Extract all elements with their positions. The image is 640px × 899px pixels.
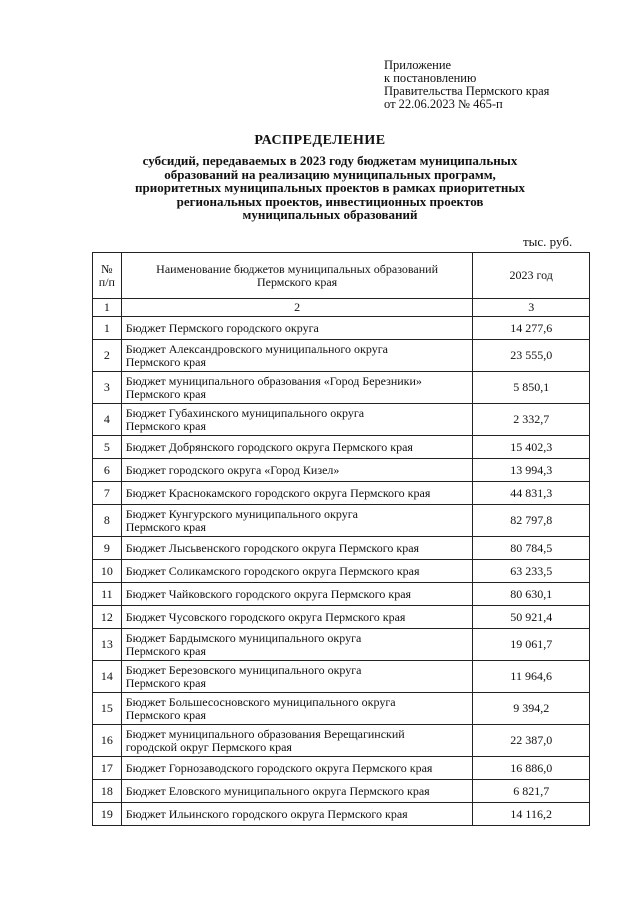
- subsidy-amount: 50 921,4: [473, 606, 590, 629]
- subsidy-amount: 14 116,2: [473, 803, 590, 826]
- budget-name: [121, 404, 473, 436]
- table-row: [93, 606, 590, 629]
- header-name-line: Пермского края: [256, 274, 338, 289]
- budget-name: [121, 340, 473, 372]
- appendix-line: Правительства Пермского края: [384, 84, 550, 98]
- subsidy-amount: 23 555,0: [473, 340, 590, 372]
- row-number: 17: [93, 757, 122, 780]
- table-body: [93, 317, 590, 826]
- row-number: 13: [93, 629, 122, 661]
- budget-name-line: Бюджет Березовского муниципального округа: [125, 662, 362, 677]
- budget-name-line: Бюджет городского округа «Город Кизел»: [125, 462, 340, 477]
- budget-name-line: Бюджет Горнозаводского городского округа Пермского края: [125, 760, 433, 775]
- row-number: 8: [93, 505, 122, 537]
- row-number: 12: [93, 606, 122, 629]
- table-row: [93, 803, 590, 826]
- row-number: 19: [93, 803, 122, 826]
- row-number: 16: [93, 725, 122, 757]
- subsidy-amount: 14 277,6: [473, 317, 590, 340]
- table-row: [93, 537, 590, 560]
- header-number: [93, 253, 122, 299]
- budget-name-line: Пермского края: [125, 418, 206, 433]
- table-row: [93, 757, 590, 780]
- budget-name: [121, 725, 473, 757]
- column-index: 1: [93, 299, 122, 317]
- subtitle-line: приоритетных муниципальных проектов в рамках приоритетных: [135, 180, 525, 195]
- header-number-line: №: [101, 261, 113, 276]
- row-number: 11: [93, 583, 122, 606]
- row-number: 10: [93, 560, 122, 583]
- subsidy-amount: 44 831,3: [473, 482, 590, 505]
- budget-name: [121, 459, 473, 482]
- subtitle-line: образований на реализацию муниципальных программ,: [164, 166, 496, 182]
- table-row: [93, 583, 590, 606]
- budget-name: [121, 560, 473, 583]
- appendix-block: [384, 59, 549, 111]
- table-row: [93, 693, 590, 725]
- budget-name-line: Бюджет Еловского муниципального округа Пермского края: [125, 783, 430, 798]
- budget-name: [121, 780, 473, 803]
- budget-name-line: Бюджет Чайковского городского округа Пермского края: [125, 586, 412, 601]
- budget-name-line: Бюджет муниципального образования Верещагинский: [125, 726, 405, 741]
- row-number: 7: [93, 482, 122, 505]
- budget-name-line: Бюджет Краснокамского городского округа Пермского края: [125, 485, 431, 500]
- table-row: [93, 725, 590, 757]
- header-number-line: п/п: [98, 274, 115, 289]
- budget-name-line: Бюджет Соликамского городского округа Пермского края: [125, 563, 420, 578]
- document-subtitle: [100, 154, 560, 222]
- budget-name-line: городской округ Пермского края: [125, 739, 292, 754]
- subsidy-amount: 6 821,7: [473, 780, 590, 803]
- row-number: 6: [93, 459, 122, 482]
- row-number: 2: [93, 340, 122, 372]
- table-header-row: [93, 253, 590, 299]
- budget-name: [121, 583, 473, 606]
- subsidy-amount: 11 964,6: [473, 661, 590, 693]
- budget-name: [121, 436, 473, 459]
- subsidy-amount: 80 784,5: [473, 537, 590, 560]
- column-index: 3: [473, 299, 590, 317]
- subsidy-amount: 16 886,0: [473, 757, 590, 780]
- column-index: 2: [121, 299, 473, 317]
- budget-name: [121, 372, 473, 404]
- subsidy-amount: 63 233,5: [473, 560, 590, 583]
- table-row: [93, 482, 590, 505]
- table-row: [93, 404, 590, 436]
- table-row: [93, 661, 590, 693]
- table-row: [93, 629, 590, 661]
- row-number: 4: [93, 404, 122, 436]
- budget-name: [121, 803, 473, 826]
- row-number: 5: [93, 436, 122, 459]
- subsidy-amount: 2 332,7: [473, 404, 590, 436]
- subtitle-line: региональных проектов, инвестиционных проектов: [176, 193, 484, 209]
- table-row: [93, 372, 590, 404]
- column-index-row: [93, 299, 590, 317]
- budget-name: [121, 757, 473, 780]
- subsidy-amount: 19 061,7: [473, 629, 590, 661]
- subtitle-line: муниципальных образований: [242, 207, 418, 222]
- budget-name-line: Бюджет Большесосновского муниципального округа: [125, 694, 396, 709]
- budget-name: [121, 693, 473, 725]
- subsidy-amount: 5 850,1: [473, 372, 590, 404]
- table-row: [93, 780, 590, 803]
- subsidy-amount: 15 402,3: [473, 436, 590, 459]
- row-number: 18: [93, 780, 122, 803]
- budget-name: [121, 629, 473, 661]
- budget-name-line: Пермского края: [125, 643, 206, 658]
- subsidy-amount: 9 394,2: [473, 693, 590, 725]
- table-row: [93, 340, 590, 372]
- budget-name-line: Пермского края: [125, 386, 206, 401]
- budget-name-line: Бюджет Ильинского городского округа Пермского края: [125, 806, 408, 821]
- budget-name-line: Бюджет Чусовского городского округа Пермского края: [125, 609, 406, 624]
- table-row: [93, 317, 590, 340]
- budget-name: [121, 606, 473, 629]
- budget-name-line: Пермского края: [125, 519, 206, 534]
- budget-name: [121, 317, 473, 340]
- table-row: [93, 505, 590, 537]
- appendix-line: Приложение: [384, 58, 452, 72]
- table-row: [93, 436, 590, 459]
- budget-name-line: Бюджет Губахинского муниципального округа: [125, 405, 365, 420]
- subtitle-line: субсидий, передаваемых в 2023 году бюджетам муниципальных: [142, 153, 518, 168]
- header-year: 2023 год: [473, 253, 590, 299]
- budget-name-line: Бюджет Александровского муниципального округа: [125, 341, 388, 356]
- row-number: 1: [93, 317, 122, 340]
- row-number: 9: [93, 537, 122, 560]
- budget-name-line: Бюджет муниципального образования «Город Березники»: [125, 373, 422, 388]
- subsidy-table: [92, 252, 590, 826]
- header-name: [121, 253, 473, 299]
- subsidy-amount: 22 387,0: [473, 725, 590, 757]
- budget-name: [121, 537, 473, 560]
- budget-name-line: Пермского края: [125, 354, 206, 369]
- row-number: 3: [93, 372, 122, 404]
- subsidy-amount: 80 630,1: [473, 583, 590, 606]
- budget-name: [121, 482, 473, 505]
- table-row: [93, 459, 590, 482]
- appendix-line: от 22.06.2023 № 465-п: [384, 97, 503, 111]
- appendix-line: к постановлению: [384, 71, 477, 85]
- budget-name-line: Пермского края: [125, 707, 206, 722]
- document-title: РАСПРЕДЕЛЕНИЕ: [254, 133, 386, 148]
- unit-label: тыс. руб.: [523, 234, 573, 249]
- budget-name: [121, 661, 473, 693]
- row-number: 14: [93, 661, 122, 693]
- table-row: [93, 560, 590, 583]
- budget-name-line: Бюджет Лысьвенского городского округа Пермского края: [125, 540, 420, 555]
- row-number: 15: [93, 693, 122, 725]
- budget-name-line: Бюджет Бардымского муниципального округа: [125, 630, 362, 645]
- budget-name-line: Бюджет Добрянского городского округа Пермского края: [125, 439, 413, 454]
- subsidy-amount: 82 797,8: [473, 505, 590, 537]
- header-name-line: Наименование бюджетов муниципальных образований: [156, 261, 438, 276]
- budget-name-line: Бюджет Кунгурского муниципального округа: [125, 506, 358, 521]
- budget-name: [121, 505, 473, 537]
- budget-name-line: Бюджет Пермского городского округа: [125, 320, 319, 335]
- subsidy-amount: 13 994,3: [473, 459, 590, 482]
- budget-name-line: Пермского края: [125, 675, 206, 690]
